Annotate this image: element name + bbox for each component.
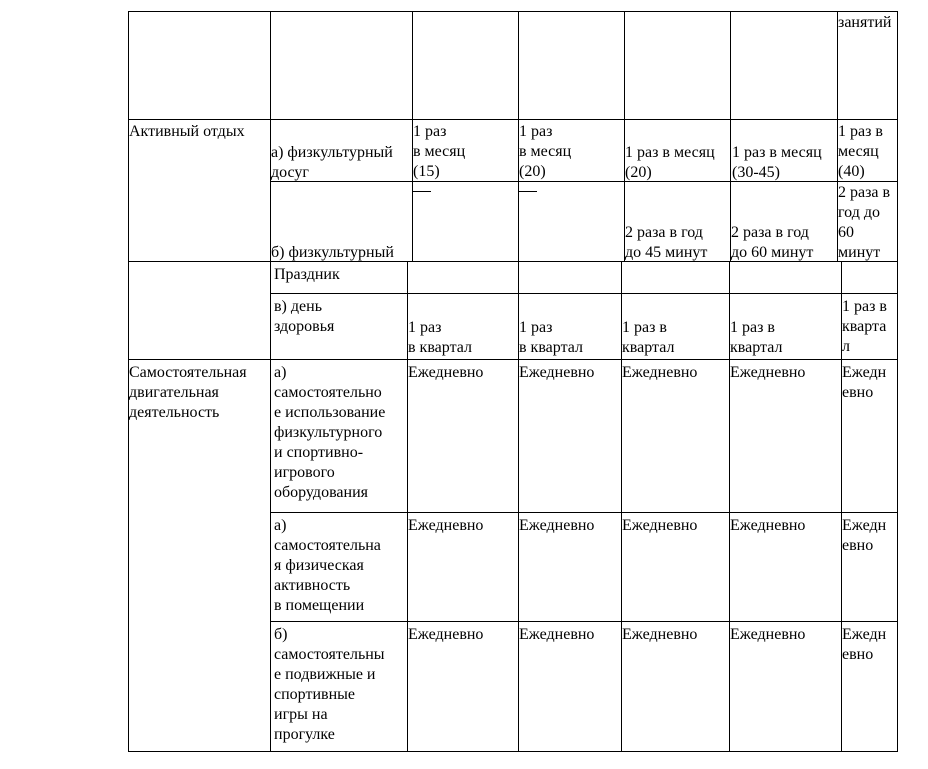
table-cell: 2 раза в год до 60 минут [731,224,814,261]
table-border-bottom [128,751,898,752]
table-cell: Ежедневно [730,517,806,534]
table-cell: 1 раз в месяц (40) [838,123,883,180]
empty-cell-dash [519,191,537,192]
activity-label-sport-leisure: а) физкультурный досуг [271,144,393,181]
table-cell: 1 раз в месяц (20) [625,144,715,181]
activity-label-equipment-use: а) самостоятельно е использование физкультурного и спортивно- игрового оборудования [274,364,386,501]
table-cell: 1 раз в квартал [519,319,583,356]
table-cell: Ежедневно [622,364,698,381]
table-border-top [128,11,898,12]
table-cell: 1 раз в кварта л [842,298,887,355]
table-cell: Ежедневно [519,626,595,643]
activity-label-outdoor-games: б) самостоятельны е подвижные и спортивные игры на прогулке [274,626,385,743]
row-divider [270,512,898,513]
table-cell: 1 раз в квартал [730,319,783,356]
table-cell: Ежедневно [622,626,698,643]
column-divider [270,11,271,752]
table-cell: Ежедневно [622,517,698,534]
table-cell: Ежедневно [408,364,484,381]
table-cell: 2 раза в год до 60 минут [838,184,891,261]
table-cell: Ежедн евно [842,364,887,401]
activity-label-health-day: в) день здоровья [274,298,335,335]
table-cell: 1 раз в квартал [622,319,675,356]
row-divider [128,359,898,360]
table-cell: Ежедневно [730,626,806,643]
section-label-independent-activity: Самостоятельная двигательная деятельность [129,364,247,421]
table-cell: Ежедневно [408,626,484,643]
table-cell: Ежедн евно [842,626,887,663]
table-cell: 1 раз в месяц (15) [413,123,466,180]
row-divider [270,621,898,622]
table-cell: 2 раза в год до 45 минут [625,224,708,261]
empty-cell-dash [413,191,431,192]
row-divider [270,293,898,294]
section-label-active-rest: Активный отдых [129,123,245,140]
table-cell: Ежедневно [730,364,806,381]
activity-label-indoor-activity: а) самостоятельна я физическая активность в помещении [274,517,381,614]
row-divider [128,119,898,120]
table-cell: Ежедневно [519,517,595,534]
header-last-col-text: занятий [838,14,892,31]
activity-label-holiday: Праздник [274,266,340,283]
table-cell: Ежедневно [519,364,595,381]
table-cell: Ежедневно [408,517,484,534]
table-border-right [897,11,898,752]
table-cell: 1 раз в месяц (30-45) [732,144,822,181]
table-cell: 1 раз в месяц (20) [519,123,572,180]
table-cell: Ежедн евно [842,517,887,554]
activity-label-sport-event: б) физкультурный [271,244,394,261]
table-cell: 1 раз в квартал [408,319,472,356]
